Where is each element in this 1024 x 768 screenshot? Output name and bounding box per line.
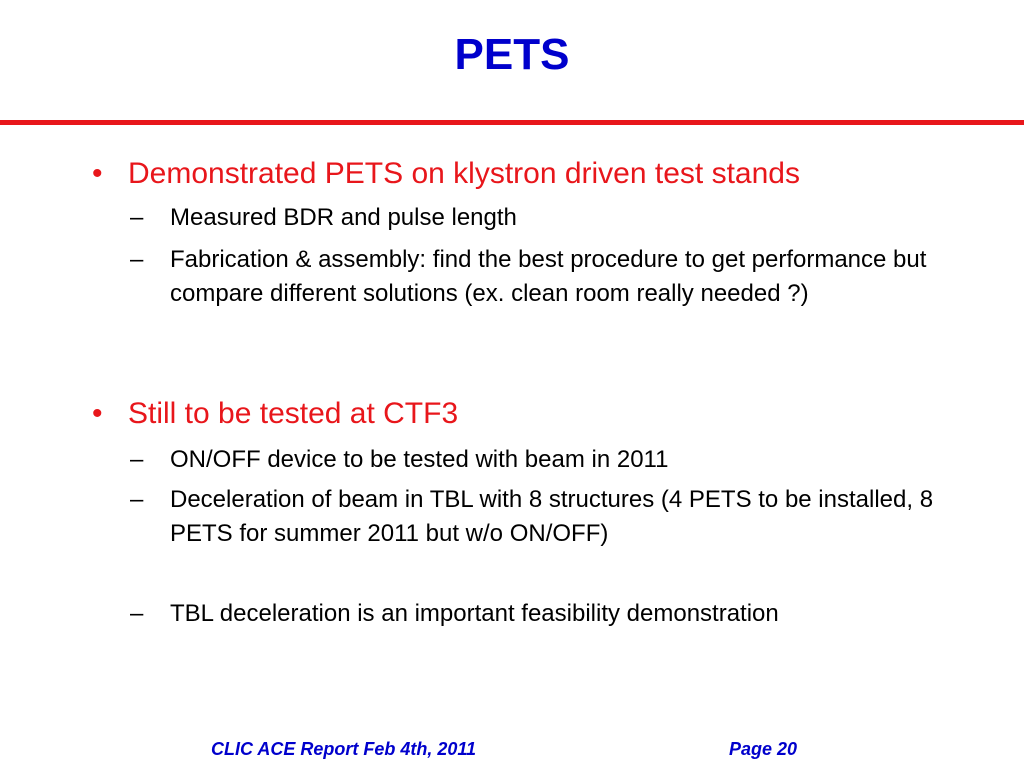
bullet-marker: • — [92, 157, 103, 190]
bullet-text: Demonstrated PETS on klystron driven test stands — [128, 157, 800, 190]
sub-bullet-text: Measured BDR and pulse length — [170, 204, 517, 231]
sub-bullet-marker: – — [130, 246, 144, 273]
bullet-text: Still to be tested at CTF3 — [128, 397, 459, 430]
sub-bullet-marker: – — [130, 486, 144, 513]
bullet-marker: • — [92, 397, 103, 430]
footer-page-number: Page 20 — [729, 739, 798, 759]
sub-bullet-marker: – — [130, 446, 144, 473]
sub-bullet-text: ON/OFF device to be tested with beam in 2011 — [170, 446, 669, 473]
sub-bullet-marker: – — [130, 600, 144, 627]
slide-title: PETS — [454, 30, 570, 79]
title-divider — [0, 120, 1024, 125]
sub-bullet-text: Fabrication & assembly: find the best procedure to get performance but compare different solutions (ex. clean room really needed ?) — [170, 246, 927, 307]
sub-bullet-text: TBL deceleration is an important feasibility demonstration — [170, 600, 779, 627]
footer-report-label: CLIC ACE Report Feb 4th, 2011 — [211, 739, 477, 759]
sub-bullet-marker: – — [130, 204, 144, 231]
sub-bullet-text: Deceleration of beam in TBL with 8 structures (4 PETS to be installed, 8 PETS for summer 2011 but w/o ON/OFF) — [170, 486, 934, 547]
